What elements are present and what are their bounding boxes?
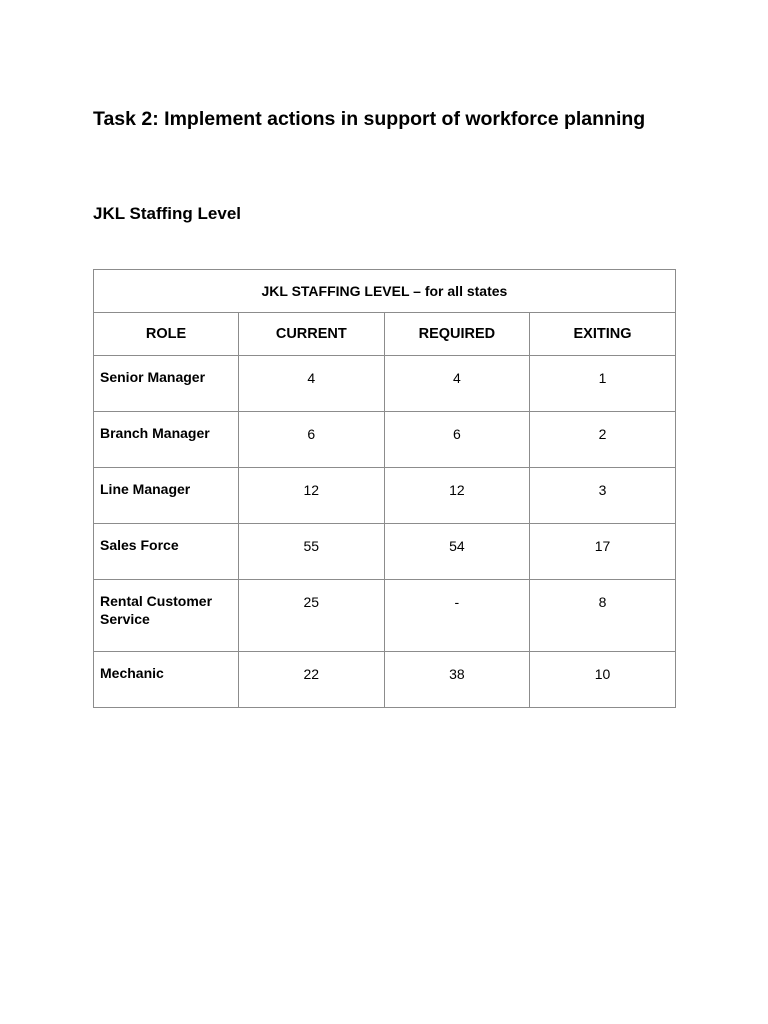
header-role: ROLE: [94, 313, 239, 356]
table-row: [94, 412, 676, 468]
current-cell: 4: [239, 356, 385, 412]
staffing-level-table: [93, 269, 676, 708]
current-cell: 25: [239, 580, 385, 652]
page-title: Task 2: Implement actions in support of workforce planning: [93, 108, 646, 130]
role-cell: Mechanic: [94, 652, 239, 708]
header-exiting: EXITING: [530, 313, 676, 356]
current-cell: 12: [239, 468, 385, 524]
table-row: [94, 580, 676, 652]
exiting-cell: 8: [530, 580, 676, 652]
required-cell: 6: [384, 412, 530, 468]
current-cell: 55: [239, 524, 385, 580]
required-cell: 12: [384, 468, 530, 524]
header-required: REQUIRED: [384, 313, 530, 356]
exiting-cell: 1: [530, 356, 676, 412]
exiting-cell: 2: [530, 412, 676, 468]
table-caption-row: [94, 270, 676, 313]
role-cell: Senior Manager: [94, 356, 239, 412]
exiting-cell: 10: [530, 652, 676, 708]
header-current: CURRENT: [239, 313, 385, 356]
table-row: [94, 652, 676, 708]
role-cell: Branch Manager: [94, 412, 239, 468]
table-row: [94, 356, 676, 412]
role-cell: Line Manager: [94, 468, 239, 524]
required-cell: 54: [384, 524, 530, 580]
table-header-row: [94, 313, 676, 356]
required-cell: 38: [384, 652, 530, 708]
table-row: [94, 468, 676, 524]
current-cell: 22: [239, 652, 385, 708]
table-caption: JKL STAFFING LEVEL – for all states: [94, 270, 676, 313]
exiting-cell: 3: [530, 468, 676, 524]
role-cell: Sales Force: [94, 524, 239, 580]
table-row: [94, 524, 676, 580]
role-cell: Rental Customer Service: [94, 580, 239, 652]
required-cell: 4: [384, 356, 530, 412]
section-heading: JKL Staffing Level: [93, 204, 241, 223]
exiting-cell: 17: [530, 524, 676, 580]
current-cell: 6: [239, 412, 385, 468]
required-cell: -: [384, 580, 530, 652]
